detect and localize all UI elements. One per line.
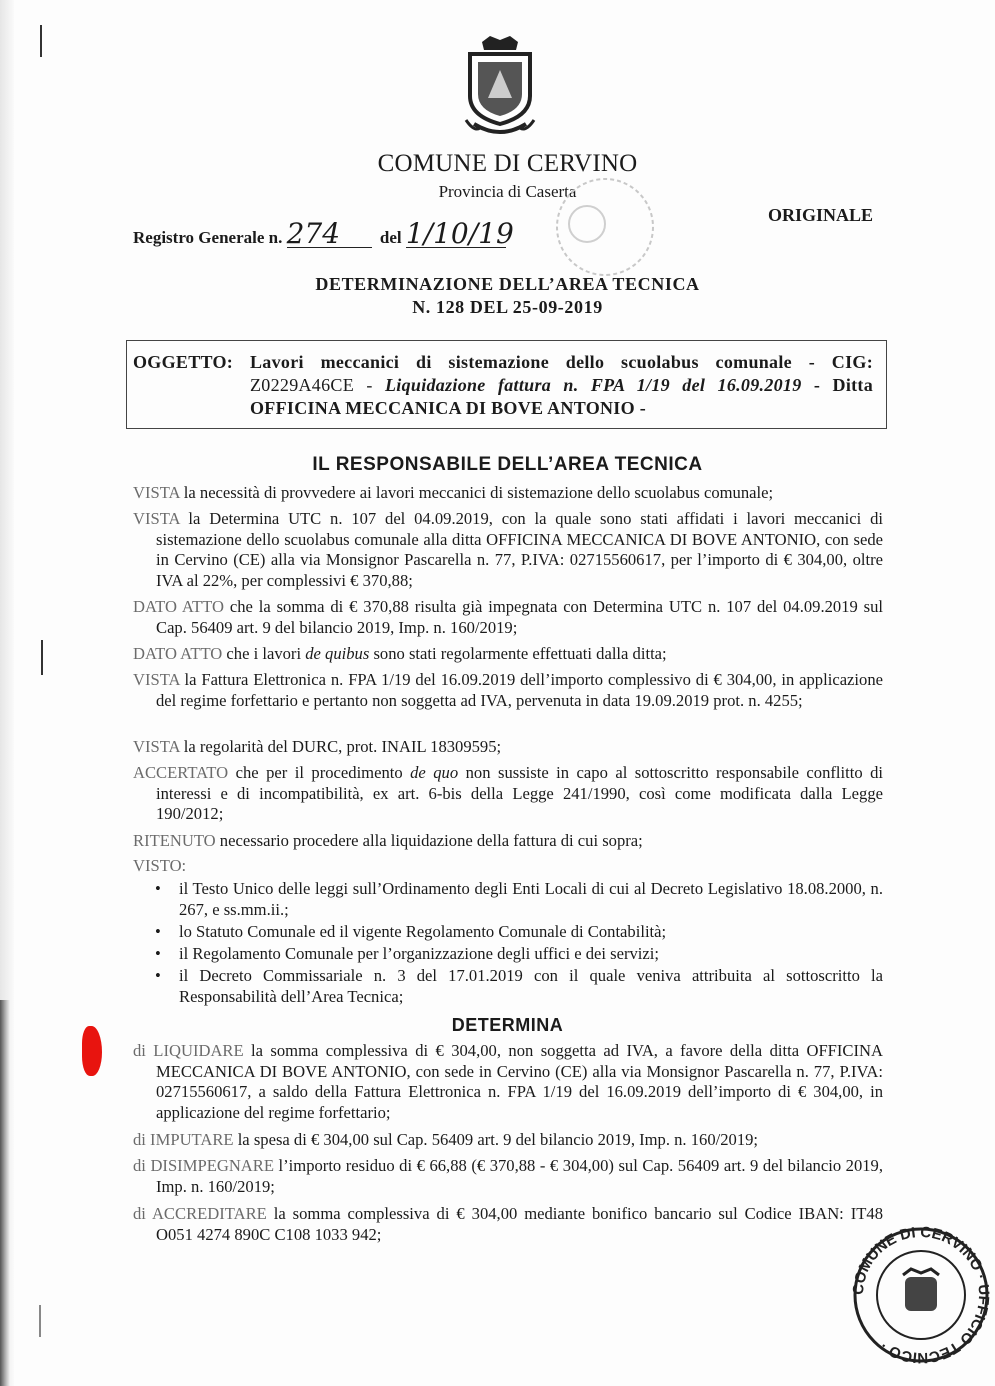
province-name: Provincia di Caserta [438, 182, 577, 201]
subject-line-2 [250, 374, 873, 397]
registro-generale [133, 217, 514, 250]
premise-key: VISTO: [133, 856, 187, 875]
cig-code: Z0229A46CE - [250, 375, 385, 395]
premise-text: che i lavori [222, 644, 306, 663]
section-heading-determina: DETERMINA [451, 1015, 564, 1035]
premise-text: sono stati regolarmente effettuati dalla ditta; [369, 644, 667, 663]
premise-key: VISTA [133, 509, 180, 528]
premise-italic: de quibus [305, 644, 370, 663]
premise-text: la regolarità del DURC, prot. INAIL 18309595; [179, 737, 502, 756]
premise-key: VISTA [133, 670, 180, 689]
subject-label: OGGETTO: [133, 352, 234, 372]
premise-text: la Determina UTC n. 107 del 04.09.2019, con la quale sono stati affidati i lavori meccanici di sistemazione dello scuolabus comunale alla ditta OFFICINA MECCANICA DI BOVE ANTONIO, con sede in Cervino (CE) alla via Monsignor Pascarella n. 77, P.IVA: 02715560617, per l’importo di € 304,00, oltre IVA al 22%, per complessivi € 370,88; [156, 509, 883, 590]
decision [133, 1204, 883, 1245]
decision-text: la somma complessiva di € 304,00 mediante bonifico bancario sul Codice IBAN: IT48 O051 4274 890C C108 1033 942; [156, 1204, 883, 1244]
premise-text: non sussiste in capo al sottoscritto responsabile conflitto di interessi e di incompatibilità, ex art. 6-bis della Legge 241/1990, così come modificata dalla Legge 190/2012; [156, 763, 884, 824]
decision-key: di DISIMPEGNARE [133, 1156, 274, 1175]
red-marker-stroke [82, 1026, 102, 1076]
decision-key: di LIQUIDARE [133, 1041, 244, 1060]
premise [133, 856, 883, 877]
decision-key: di IMPUTARE [133, 1130, 234, 1149]
stamp-text: COMUNE DI CERVINO · UFFICIO TECNICO · [849, 1225, 993, 1365]
coat-of-arms-icon [460, 36, 540, 138]
subject-line-1: Lavori meccanici di sistemazione dello scuolabus comunale - CIG: [250, 352, 873, 372]
subject-ditta: - Ditta [801, 375, 874, 395]
premise-text: necessario procedere alla liquidazione della fattura di cui sopra; [215, 831, 643, 850]
decision-text: l’importo residuo di € 66,88 (€ 370,88 - € 304,00) sul Cap. 56409 art. 9 del bilancio 2019, Imp. n. 160/2019; [156, 1156, 884, 1196]
municipality-name: COMUNE DI CERVINO [377, 150, 638, 177]
premise [133, 483, 883, 504]
official-stamp-faint [545, 172, 665, 282]
visto-item: • il Decreto Commissariale n. 3 del 17.01.2019 con il quale veniva attribuita al sottoscritto la Responsabilità dell’Area Tecnica; [155, 966, 883, 1007]
premise-key: RITENUTO [133, 831, 216, 850]
decision [133, 1130, 883, 1151]
premise-text: la necessità di provvedere ai lavori meccanici di sistemazione dello scuolabus comunale; [179, 483, 774, 502]
premise [133, 763, 883, 825]
section-heading-responsabile: IL RESPONSABILE DELL’AREA TECNICA [312, 454, 703, 475]
del-label: del [379, 228, 402, 247]
original-label: ORIGINALE [768, 205, 874, 225]
decision-key: di ACCREDITARE [133, 1204, 267, 1223]
premise [133, 737, 883, 758]
premise-italic: de quo [410, 763, 459, 782]
scan-mark [39, 1305, 41, 1337]
premise-text: che per il procedimento [228, 763, 411, 782]
premise [133, 644, 883, 665]
visto-item: • il Regolamento Comunale per l’organizzazione degli uffici e dei servizi; [155, 944, 883, 965]
visto-item: • il Testo Unico delle leggi sull’Ordinamento degli Enti Locali di cui al Decreto Legislativo 18.08.2000, n. 267, e ss.mm.ii.; [155, 879, 883, 920]
premise-key: ACCERTATO [133, 763, 229, 782]
registro-date-handwritten: 1/10/19 [405, 217, 514, 250]
premise-key: VISTA [133, 483, 180, 502]
premise-text: che la somma di € 370,88 risulta già impegnata con Determina UTC n. 107 del 04.09.2019 sul Cap. 56409 art. 9 del bilancio 2019, Imp. n. 160/2019; [156, 597, 884, 637]
premise-key: DATO ATTO [133, 644, 223, 663]
ufficio-tecnico-stamp [845, 1225, 995, 1365]
scan-mark [41, 640, 43, 675]
determination-title: DETERMINAZIONE DELL’AREA TECNICA [315, 274, 700, 294]
premise-key: VISTA [133, 737, 180, 756]
decision [133, 1156, 883, 1197]
premise-key: DATO ATTO [133, 597, 224, 616]
premise [133, 597, 883, 638]
subject-italic: Liquidazione fattura n. FPA 1/19 del 16.09.2019 [384, 375, 802, 395]
premise [133, 509, 883, 591]
determination-number: N. 128 DEL 25-09-2019 [412, 297, 603, 317]
decision [133, 1041, 883, 1123]
subject-line-3: OFFICINA MECCANICA DI BOVE ANTONIO - [250, 398, 647, 418]
scan-shadow [0, 1000, 10, 1386]
premise [133, 670, 883, 711]
visto-item: • lo Statuto Comunale ed il vigente Regolamento Comunale di Contabilità; [155, 922, 883, 943]
registro-number-handwritten: 274 [287, 221, 372, 248]
registro-label: Registro Generale n. [133, 228, 283, 247]
decision-text: la somma complessiva di € 304,00, non soggetta ad IVA, a favore della ditta OFFICINA MECCANICA DI BOVE ANTONIO, con sede in Cervino (CE) alla via Monsignor Pascarella n. 77, P.IVA: 02715560617, a saldo della Fattura Elettronica n. FPA 1/19 del 16.09.2019 dell’importo di € 304,00, in applicazione del regime forfettario; [156, 1041, 883, 1122]
premise-text: la Fattura Elettronica n. FPA 1/19 del 16.09.2019 dell’importo complessivo di € 304,00, in applicazione del regime forfettario e pertanto non soggetta ad IVA, pervenuta in data 19.09.2019 prot. n. 4255; [156, 670, 883, 710]
scan-mark [40, 25, 42, 57]
decision-text: la spesa di € 304,00 sul Cap. 56409 art. 9 del bilancio 2019, Imp. n. 160/2019; [233, 1130, 759, 1149]
premise [133, 831, 883, 852]
